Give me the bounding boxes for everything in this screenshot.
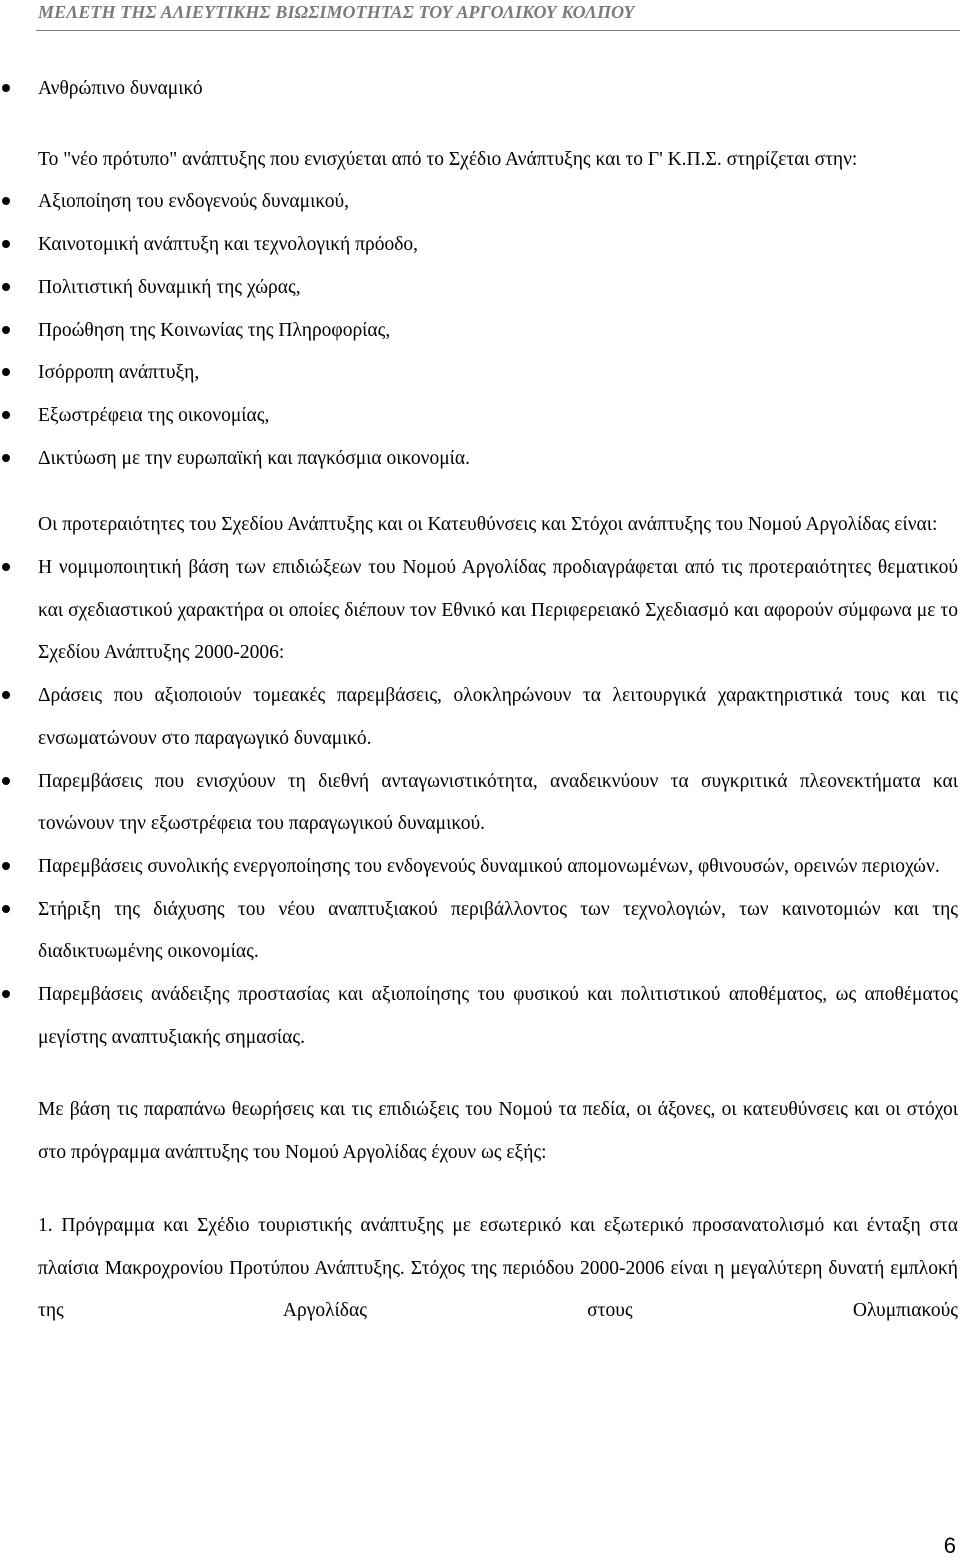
list-item-text: Δικτύωση με την ευρωπαϊκή και παγκόσμια οικονομία. <box>38 447 471 469</box>
list-item <box>38 181 958 224</box>
bullet-icon <box>2 563 10 571</box>
human-resources-list <box>38 68 958 111</box>
list-item <box>38 675 958 760</box>
list-item-text: Καινοτομική ανάπτυξη και τεχνολογική πρόοδο, <box>38 234 419 256</box>
list-item <box>38 395 958 438</box>
list-item <box>38 310 958 353</box>
list-item <box>38 68 958 111</box>
bullet-icon <box>2 197 10 205</box>
development-pillars-list <box>38 181 958 480</box>
list-item-text: Η νομιμοποιητική βάση των επιδιώξεων του Νομού Αργολίδας προδιαγράφεται από τις προτεραιότητες θεματικού και σχεδιαστικού χαρακτήρα οι οποίες διέπουν τον Εθνικό και Περιφερειακό Σχεδιασμό και αφορούν σύμφωνα με το Σχεδίου Ανάπτυξης 2000-2006: <box>38 557 958 664</box>
bullet-icon <box>2 283 10 291</box>
list-item <box>38 547 958 675</box>
list-item-text: Προώθηση της Κοινωνίας της Πληροφορίας, <box>38 319 391 341</box>
list-item <box>38 761 958 846</box>
planning-basis-paragraph: Με βάση τις παραπάνω θεωρήσεις και τις επιδιώξεις του Νομού τα πεδία, οι άξονες, οι κατευθύνσεις και οι στόχοι στο πρόγραμμα ανάπτυξης του Νομού Αργολίδας έχουν ως εξής: <box>38 1099 958 1164</box>
bullet-icon <box>2 454 10 462</box>
list-item-text: Εξωστρέφεια της οικονομίας, <box>38 404 270 426</box>
list-item <box>38 267 958 310</box>
list-item-text: Ισόρροπη ανάπτυξη, <box>38 362 200 384</box>
bullet-icon <box>2 411 10 419</box>
list-item <box>38 846 958 889</box>
priorities-intro: Οι προτεραιότητες του Σχεδίου Ανάπτυξης και οι Κατευθύνσεις και Στόχοι ανάπτυξης του Νομού Αργολίδας είναι: <box>38 514 938 536</box>
list-item <box>38 438 958 481</box>
bullet-icon <box>2 905 10 913</box>
bullet-icon <box>2 777 10 785</box>
bullet-icon <box>2 240 10 248</box>
list-item <box>38 352 958 395</box>
list-item-text: Αξιοποίηση του ενδογενούς δυναμικού, <box>38 191 350 213</box>
list-item <box>38 224 958 267</box>
list-item-text: Πολιτιστική δυναμική της χώρας, <box>38 276 301 298</box>
priorities-list <box>38 547 958 1059</box>
tourism-program-paragraph: 1. Πρόγραμμα και Σχέδιο τουριστικής ανάπτυξης με εσωτερικό και εξωτερικό προσανατολισμό και ένταξη στα πλαίσια Μακροχρονίου Προτύπου Ανάπτυξης. Στόχος της περιόδου 2000-2006 είναι η μεγαλύτερη δυνατή εμπλοκή της Αργολίδας στους Ολυμπιακούς <box>38 1214 958 1322</box>
list-item-text: Παρεμβάσεις συνολικής ενεργοποίησης του ενδογενούς δυναμικού απομονωμένων, φθινουσών, ορεινών περιοχών. <box>38 855 940 877</box>
bullet-icon <box>2 368 10 376</box>
bullet-icon <box>2 990 10 998</box>
list-item-text: Παρεμβάσεις που ενισχύουν τη διεθνή ανταγωνιστικότητα, αναδεικνύουν τα συγκριτικά πλεονεκτήματα και τονώνουν την εξωστρέφεια του παραγωγικού δυναμικού. <box>38 770 958 835</box>
running-header-title: ΜΕΛΕΤΗ ΤΗΣ ΑΛΙΕΥΤΙΚΗΣ ΒΙΩΣΙΜΟΤΗΤΑΣ ΤΟΥ ΑΡΓΟΛΙΚΟΥ ΚΟΛΠΟΥ <box>38 2 635 22</box>
list-item-text: Ανθρώπινο δυναμικό <box>38 78 203 99</box>
bullet-icon <box>2 326 10 334</box>
list-item-text: Δράσεις που αξιοποιούν τομεακές παρεμβάσεις, ολοκληρώνουν τα λειτουργικά χαρακτηριστικά τους και τις ενσωματώνουν στο παραγωγικό δυναμικό. <box>38 685 958 749</box>
document-body <box>38 68 958 1333</box>
header-rule <box>36 30 960 31</box>
page-number: 6 <box>943 1533 956 1558</box>
development-model-intro: Το "νέο πρότυπο" ανάπτυξης που ενισχύεται από το Σχέδιο Ανάπτυξης και το Γ' Κ.Π.Σ. στηρίζεται στην: <box>38 148 858 170</box>
list-item-text: Στήριξη της διάχυσης του νέου αναπτυξιακού περιβάλλοντος των τεχνολογιών, των καινοτομιών και της διαδικτυωμένης οικονομίας. <box>38 898 958 963</box>
bullet-icon <box>2 691 10 699</box>
bullet-icon <box>2 84 10 92</box>
bullet-icon <box>2 862 10 870</box>
list-item-text: Παρεμβάσεις ανάδειξης προστασίας και αξιοποίησης του φυσικού και πολιτιστικού αποθέματος, ως αποθέματος μεγίστης αναπτυξιακής σημασίας. <box>38 984 958 1048</box>
list-item <box>38 974 958 1059</box>
list-item <box>38 889 958 974</box>
